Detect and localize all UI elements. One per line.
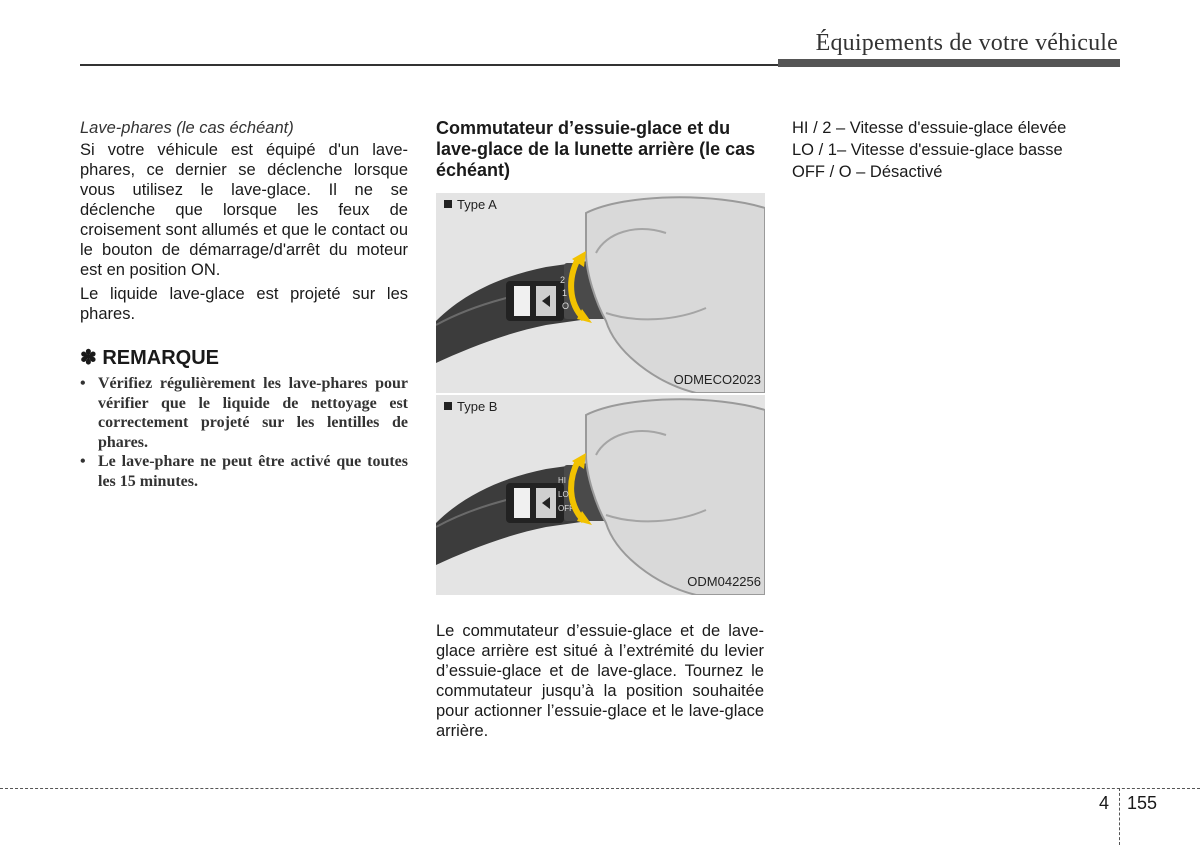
hand-shape bbox=[586, 399, 765, 595]
remarque-text: Vérifiez régulièrement les lave-phares pour vérifier que le liquide de nettoyage est correctement projeté sur les lentilles de phares. bbox=[98, 375, 408, 451]
wiper-speed-line: OFF / O – Désactivé bbox=[792, 163, 943, 181]
remarque-text: Le lave-phare ne peut être activé que toutes les 15 minutes. bbox=[98, 453, 408, 490]
header-rule-thick bbox=[778, 59, 1120, 67]
wiper-speed-line: HI / 2 – Vitesse d'essuie-glace élevée bbox=[792, 119, 1067, 137]
footer-divider bbox=[1119, 788, 1120, 845]
figure-type-label: Type A bbox=[444, 195, 497, 215]
bullet-icon: • bbox=[80, 453, 86, 470]
knob-label: OFF bbox=[558, 504, 574, 513]
knob-label: 1 bbox=[562, 288, 568, 298]
hand-shape bbox=[586, 197, 765, 393]
figure-type-b bbox=[436, 393, 765, 595]
column-middle bbox=[436, 118, 764, 741]
wiper-stalk-illustration bbox=[436, 193, 765, 393]
knob-label: 2 bbox=[560, 275, 566, 285]
remarque-heading: ✽ REMARQUE bbox=[80, 347, 219, 369]
paragraph-washer-fluid: Le liquide lave-glace est projeté sur les phares. bbox=[80, 285, 408, 323]
remarque-list bbox=[80, 374, 408, 491]
wiper-speed-line: LO / 1– Vitesse d'essuie-glace basse bbox=[792, 141, 1063, 159]
column-left bbox=[80, 118, 408, 491]
remarque-item bbox=[80, 452, 408, 491]
knob-label: O bbox=[562, 301, 570, 311]
paragraph-rear-wiper: Le commutateur d’essuie-glace et de lave-glace arrière est situé à l’extrémité du levier d’essuie-glace et de lave-glace. Tournez le commutateur jusqu’à la position souhaitée pour actionner l’essuie-glace et le lave-glace arrière. bbox=[436, 622, 764, 740]
figure-code: ODM042256 bbox=[687, 574, 761, 589]
knob-label: HI bbox=[558, 476, 566, 485]
knob-label: LO bbox=[558, 490, 569, 499]
chapter-number: 4 bbox=[1099, 793, 1110, 813]
figure-code: ODMECO2023 bbox=[673, 372, 761, 387]
page-number: 155 bbox=[1127, 793, 1158, 813]
paragraph-headlamp-washer: Si votre véhicule est équipé d'un lave-phares, ce dernier se déclenche lorsque vous utilisez le lave-glace. Il ne se déclenche que lorsque les feux de croisement sont allumés et que le contact ou le bouton de démarrage/d'arrêt du moteur est en position ON. bbox=[80, 141, 408, 279]
remarque-item bbox=[80, 374, 408, 452]
subheading-headlamp-washer: Lave-phares (le cas échéant) bbox=[80, 119, 294, 137]
column-right bbox=[792, 118, 1122, 184]
figure-type-a bbox=[436, 193, 765, 393]
section-heading-rear-wiper: Commutateur d’essuie-glace et du lave-glace de la lunette arrière (le cas échéant) bbox=[436, 118, 756, 180]
figure-type-label: Type B bbox=[444, 397, 497, 417]
page-header-title: Équipements de votre véhicule bbox=[815, 30, 1118, 56]
footer-rule bbox=[0, 788, 1200, 789]
wiper-stalk-illustration bbox=[436, 395, 765, 595]
header-rule bbox=[80, 64, 780, 66]
bullet-icon: • bbox=[80, 375, 86, 392]
